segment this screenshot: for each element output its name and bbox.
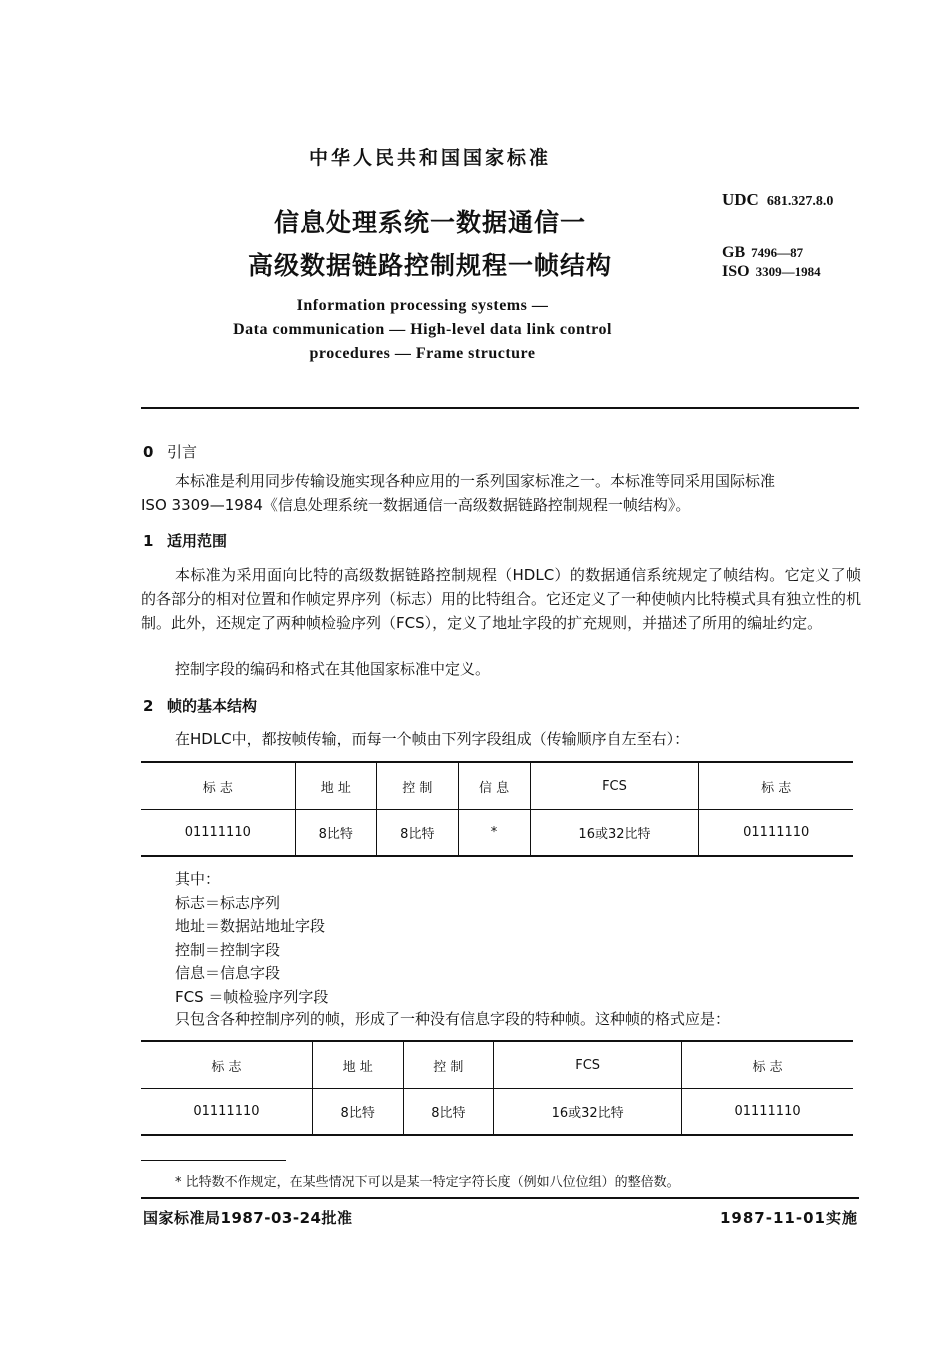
definition-item: 标志＝标志序列 [175, 893, 281, 912]
iso-number: 3309—1984 [755, 264, 821, 279]
special-frame-table [141, 1040, 853, 1136]
table-row [141, 1089, 853, 1136]
iso-label: ISO [722, 263, 750, 280]
title-en-line2: Data communication — High-level data link control [233, 321, 612, 338]
scope-paragraph-2: 控制字段的编码和格式在其他国家标准中定义。 [175, 660, 491, 678]
scope-paragraph: 本标准为采用面向比特的高级数据链路控制规程（HDLC）的数据通信系统规定了帧结构。它定义了帧的各部分的相对位置和作帧定界序列（标志）用的比特组合。它还定义了一种使帧内比特模式具有独立性的机制。此外，还规定了两种帧检验序列（FCS），定义了地址字段的扩充规则，并描述了所用的编址约定。 [141, 566, 862, 632]
table-header-cell: 标 志 [682, 1041, 853, 1089]
title-en-line3: procedures — Frame structure [309, 345, 536, 362]
title-en-line1: Information processing systems — [296, 297, 549, 314]
special-frame-text: 只包含各种控制序列的帧，形成了一种没有信息字段的特种帧。这种帧的格式应是： [175, 1010, 731, 1028]
table-row [141, 810, 853, 857]
gb-code [722, 244, 803, 262]
table-cell: 8比特 [295, 810, 377, 857]
table-cell: 01111110 [141, 1089, 312, 1136]
title-zh-line2: 高级数据链路控制规程一帧结构 [247, 251, 612, 280]
table-header-cell: 控 制 [377, 762, 459, 810]
field-definitions [175, 868, 328, 1009]
national-standard-heading: 中华人民共和国国家标准 [308, 147, 551, 169]
gb-label: GB [722, 244, 746, 261]
definition-item: 控制＝控制字段 [175, 940, 281, 959]
table-header-cell: 地 址 [312, 1041, 403, 1089]
table-header-cell: 标 志 [141, 762, 295, 810]
table-cell: 8比特 [377, 810, 459, 857]
footnote: * 比特数不作规定，在某些情况下可以是某一特定字符长度（例如八位位组）的整倍数。 [175, 1175, 680, 1190]
section-number: 0 [143, 443, 154, 461]
udc-number: 681.327.8.0 [766, 194, 834, 209]
frame-intro-text: 在HDLC中，都按帧传输，而每一个帧由下列字段组成（传输顺序自左至右）： [175, 730, 690, 748]
title-zh-line1: 信息处理系统一数据通信一 [273, 208, 586, 237]
table-header-cell: 信 息 [458, 762, 530, 810]
definition-item: 地址＝数据站地址字段 [175, 917, 326, 935]
iso-code [722, 263, 821, 281]
section-number: 2 [143, 697, 154, 715]
frame-structure-table [141, 761, 853, 857]
definitions-title: 其中： [175, 870, 221, 888]
table-cell: 01111110 [682, 1089, 853, 1136]
section-2-intro [141, 727, 861, 751]
table-cell: 16或32比特 [494, 1089, 682, 1136]
udc-code [722, 190, 833, 210]
table-header-cell: 地 址 [295, 762, 377, 810]
footnote-divider [141, 1160, 286, 1161]
table-header-cell: FCS [494, 1041, 682, 1089]
gb-number: 7496—87 [751, 245, 804, 260]
section-number: 1 [143, 532, 154, 550]
header-divider [141, 407, 859, 409]
table-header-cell: 标 志 [141, 1041, 312, 1089]
definition-item: 信息＝信息字段 [175, 964, 281, 982]
intro-line2: ISO 3309—1984《信息处理系统一数据通信一高级数据链路控制规程一帧结构》。 [141, 496, 691, 514]
section-title: 引言 [167, 443, 198, 461]
table-cell: 16或32比特 [530, 810, 699, 857]
table-header-row [141, 762, 853, 810]
table-header-cell: 控 制 [403, 1041, 494, 1089]
table-header-cell: 标 志 [699, 762, 853, 810]
section-0-body [141, 469, 861, 517]
table-cell: 01111110 [699, 810, 853, 857]
section-1-body-2 [141, 657, 861, 681]
table-header-cell: FCS [530, 762, 699, 810]
table-cell: 01111110 [141, 810, 295, 857]
section-1-heading [143, 530, 227, 551]
table-header-row [141, 1041, 853, 1089]
effective-date: 1987-11-01实施 [720, 1209, 858, 1227]
table-cell: 8比特 [403, 1089, 494, 1136]
section-0-heading [143, 441, 197, 462]
section-title: 适用范围 [167, 532, 228, 550]
table-cell: * [458, 810, 530, 857]
approval-date: 国家标准局1987-03-24批准 [143, 1209, 353, 1227]
definition-item: FCS ＝帧检验序列字段 [175, 987, 329, 1006]
table-cell: 8比特 [312, 1089, 403, 1136]
footer-divider [141, 1197, 859, 1199]
intro-line1: 本标准是利用同步传输设施实现各种应用的一系列国家标准之一。本标准等同采用国际标准 [175, 472, 776, 490]
udc-label: UDC [722, 190, 759, 209]
section-title: 帧的基本结构 [167, 697, 258, 715]
section-1-body [141, 563, 861, 635]
section-2-heading [143, 695, 257, 716]
